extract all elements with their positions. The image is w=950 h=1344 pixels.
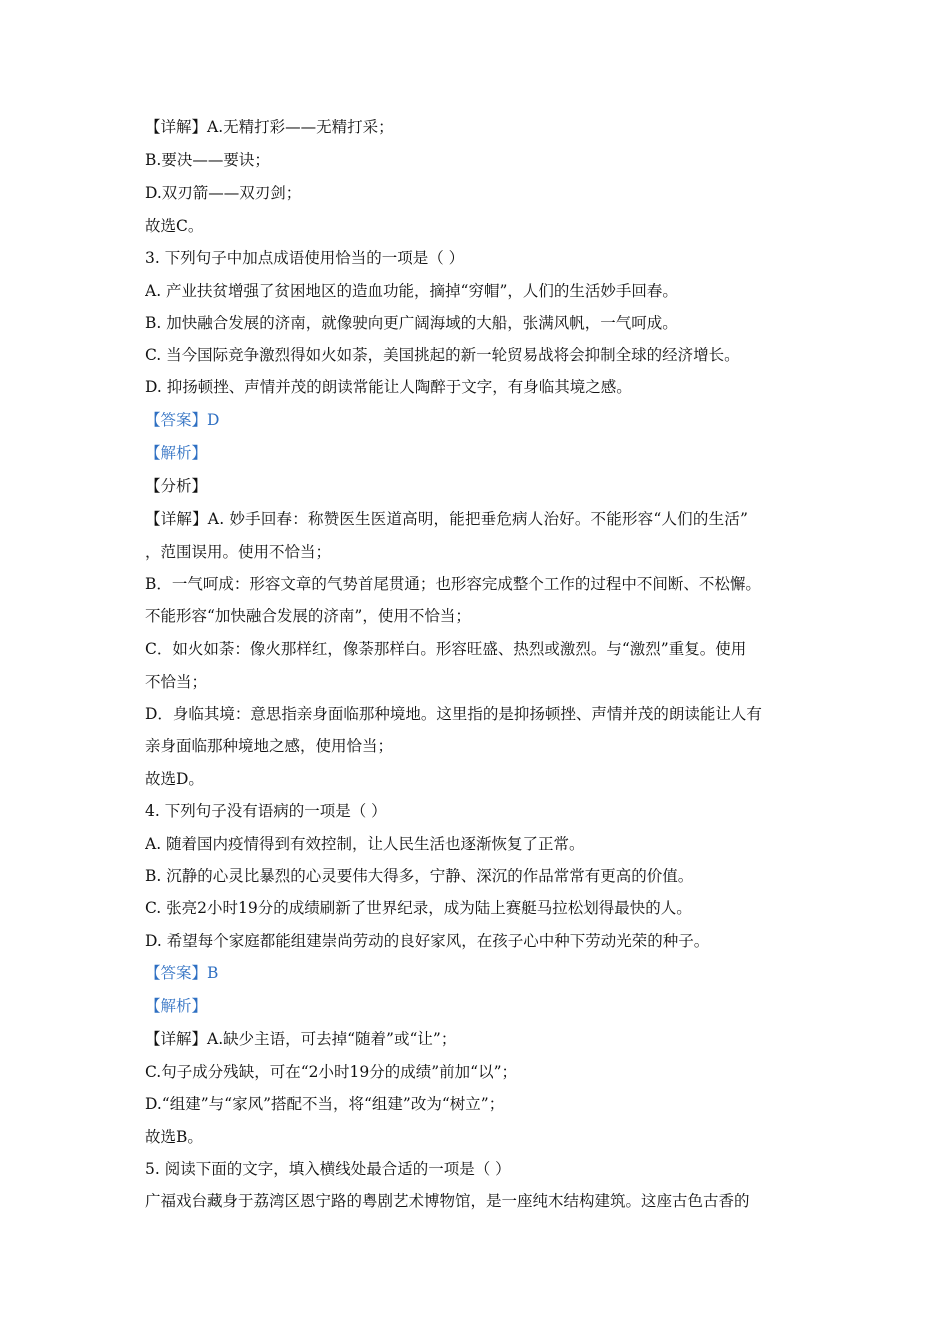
text-line: B．一气呵成：形容文章的气势首尾贯通；也形容完成整个工作的过程中不间断、不松懈。 bbox=[145, 575, 761, 593]
text-line: D.“组建”与“家风”搭配不当，将“组建”改为“树立”； bbox=[145, 1095, 505, 1113]
option-a: A. 随着国内疫情得到有效控制，让人民生活也逐渐恢复了正常。 bbox=[145, 835, 585, 853]
text-line: ，范围误用。使用不恰当； bbox=[145, 543, 332, 561]
analysis-label: 【解析】 bbox=[145, 997, 208, 1015]
text-line: 故选D。 bbox=[145, 770, 204, 788]
text-line: 故选C。 bbox=[145, 217, 204, 235]
analysis-heading: 【分析】 bbox=[145, 477, 208, 495]
text-line: D．身临其境：意思指亲身面临那种境地。这里指的是抑扬顿挫、声情并茂的朗读能让人有 bbox=[145, 705, 762, 723]
option-d: D. 抑扬顿挫、声情并茂的朗读常能让人陶醉于文字，有身临其境之感。 bbox=[145, 378, 632, 396]
text-line: D.双刃箭——双刃剑； bbox=[145, 184, 302, 202]
question-4-stem: 4. 下列句子没有语病的一项是（ ） bbox=[145, 802, 387, 820]
answer-label: 【答案】D bbox=[145, 411, 220, 429]
option-c: C. 张亮2小时19分的成绩刷新了世界纪录，成为陆上赛艇马拉松划得最快的人。 bbox=[145, 899, 692, 917]
text-line: 亲身面临那种境地之感，使用恰当； bbox=[145, 737, 394, 755]
analysis-label: 【解析】 bbox=[145, 444, 208, 462]
text-line: 不能形容“加快融合发展的济南”，使用不恰当； bbox=[145, 607, 471, 625]
option-d: D. 希望每个家庭都能组建崇尚劳动的良好家风，在孩子心中种下劳动光荣的种子。 bbox=[145, 932, 710, 950]
text-line: 故选B。 bbox=[145, 1128, 203, 1146]
text-line: C．如火如荼：像火那样红，像荼那样白。形容旺盛、热烈或激烈。与“激烈”重复。使用 bbox=[145, 640, 747, 658]
question-5-stem: 5. 阅读下面的文字，填入横线处最合适的一项是（ ） bbox=[145, 1160, 511, 1178]
option-b: B. 沉静的心灵比暴烈的心灵要伟大得多，宁静、深沉的作品常常有更高的价值。 bbox=[145, 867, 694, 885]
passage-line: 广福戏台藏身于荔湾区恩宁路的粤剧艺术博物馆，是一座纯木结构建筑。这座古色古香的 bbox=[145, 1192, 750, 1210]
text-line: 不恰当； bbox=[145, 673, 208, 691]
text-line: 【详解】A.缺少主语，可去掉“随着”或“让”； bbox=[145, 1030, 457, 1048]
text-line: B.要决——要诀； bbox=[145, 151, 270, 169]
text-line: 【详解】A.无精打彩——无精打采； bbox=[145, 118, 394, 136]
option-b: B. 加快融合发展的济南，就像驶向更广阔海域的大船，张满风帆，一气呵成。 bbox=[145, 314, 678, 332]
question-3-stem: 3. 下列句子中加点成语使用恰当的一项是（ ） bbox=[145, 249, 465, 267]
text-line: C.句子成分残缺，可在“2小时19分的成绩”前加“以”； bbox=[145, 1063, 518, 1081]
option-c: C. 当今国际竞争激烈得如火如荼，美国挑起的新一轮贸易战将会抑制全球的经济增长。 bbox=[145, 346, 740, 364]
text-line: 【详解】A. 妙手回春：称赞医生医道高明，能把垂危病人治好。不能形容“人们的生活” bbox=[145, 510, 749, 528]
answer-label: 【答案】B bbox=[145, 964, 219, 982]
option-a: A. 产业扶贫增强了贫困地区的造血功能，摘掉“穷帽”，人们的生活妙手回春。 bbox=[145, 282, 678, 300]
